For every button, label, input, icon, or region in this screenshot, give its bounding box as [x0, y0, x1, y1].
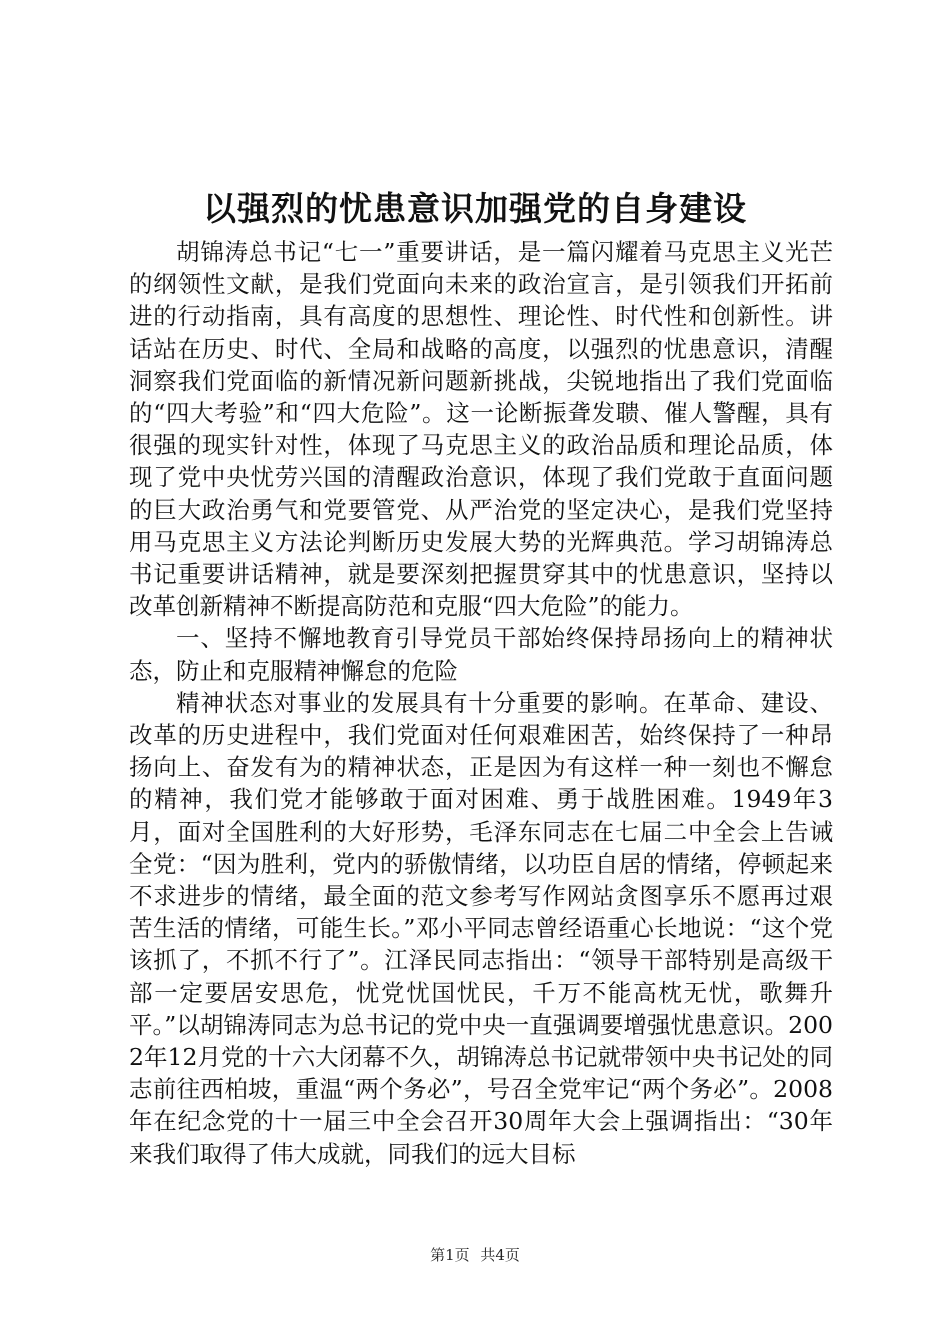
document-title: 以强烈的忧患意识加强党的自身建设 [203, 189, 747, 228]
paragraph-intro: 胡锦涛总书记“七一”重要讲话，是一篇闪耀着马克思主义光芒的纲领性文献，是我们党面向未来的政治宣言，是引领我们开拓前进的行动指南，具有高度的思想性、理论性、时代性和创新性。讲话站在历史、时代、全局和战略的高度，以强烈的忧患意识，清醒洞察我们党面临的新情况新问题新挑战，尖锐地指出了我们党面临的“四大考验”和“四大危险”。这一论断振聋发聩、催人警醒，具有很强的现实针对性，体现了马克思主义的政治品质和理论品质，体现了党中央忧劳兴国的清醒政治意识，体现了我们党敢于直面问题的巨大政治勇气和党要管党、从严治党的坚定决心，是我们党坚持用马克思主义方法论判断历史发展大势的光辉典范。学习胡锦涛总书记重要讲话精神，就是要深刻把握贯穿其中的忧患意识，坚持以改革创新精神不断提高防范和克服“四大危险”的能力。 [129, 238, 833, 621]
section-heading-1: 一、坚持不懈地教育引导党员干部始终保持昂扬向上的精神状态，防止和克服精神懈怠的危险 [129, 624, 833, 685]
paragraph-spirit-state: 精神状态对事业的发展具有十分重要的影响。在革命、建设、改革的历史进程中，我们党面对任何艰难困苦，始终保持了一种昂扬向上、奋发有为的精神状态，正是因为有这样一种一刻也不懈怠的精神，我们党才能够敢于面对困难、勇于战胜困难。1949年3月，面对全国胜利的大好形势，毛泽东同志在七届二中全会上告诫全党：“因为胜利，党内的骄傲情绪，以功臣自居的情绪，停顿起来不求进步的情绪，最全面的范文参考写作网站贪图享乐不愿再过艰苦生活的情绪，可能生长。”邓小平同志曾经语重心长地说：“这个党该抓了，不抓不行了”。江泽民同志指出：“领导干部特别是高级干部一定要居安思危，忧党忧国忧民，千万不能高枕无忧，歌舞升平。”以胡锦涛同志为总书记的党中央一直强调要增强忧患意识。2002年12月党的十六大闭幕不久，胡锦涛总书记就带领中央书记处的同志前往西柏坡，重温“两个务必”，号召全党牢记“两个务必”。2008年在纪念党的十一届三中全会召开30周年大会上强调指出：“30年来我们取得了伟大成就，同我们的远大目标 [129, 688, 833, 1168]
page-number: 第1页 [430, 1246, 470, 1264]
document-body [129, 236, 833, 1170]
page-total: 共4页 [480, 1246, 520, 1264]
page-footer [0, 1245, 950, 1265]
